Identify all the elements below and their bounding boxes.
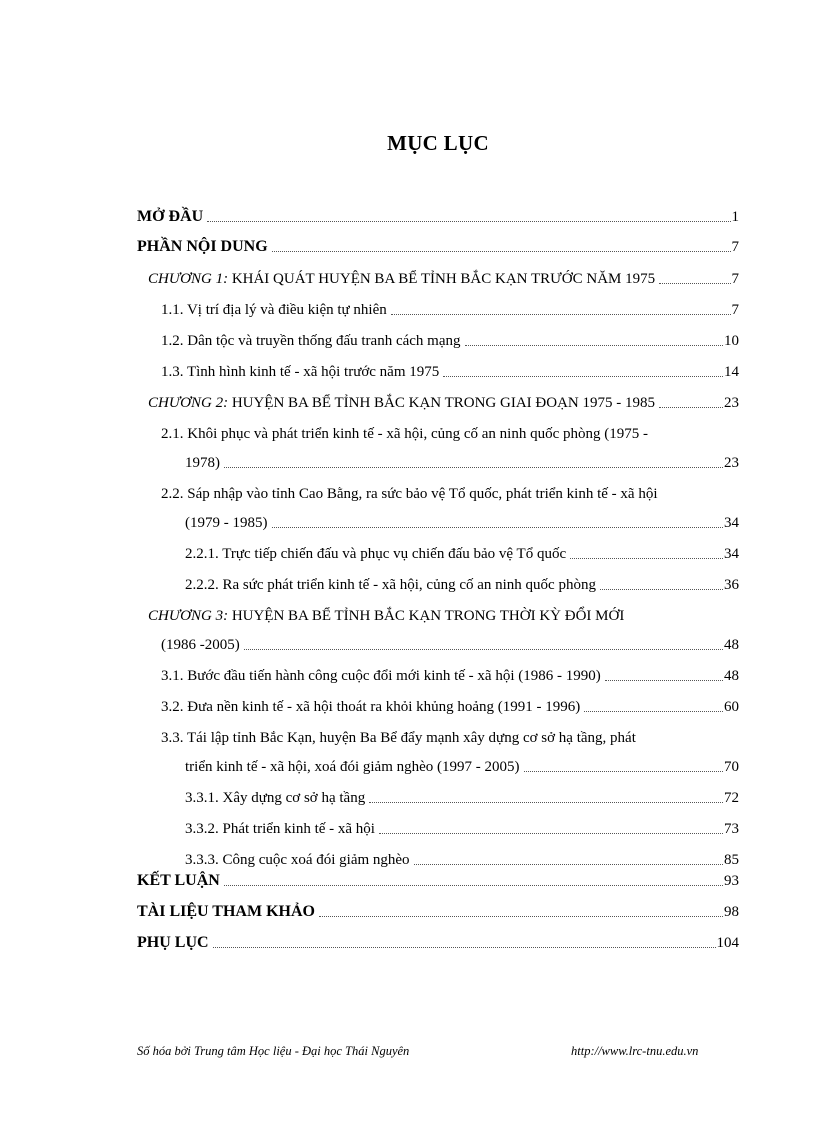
toc-page-number: 7 xyxy=(731,239,739,255)
toc-page-number: 60 xyxy=(724,699,739,715)
dot-leader xyxy=(207,221,730,222)
dot-leader xyxy=(659,407,723,408)
dot-leader xyxy=(224,467,723,468)
toc-entry-text: 3.2. Đưa nền kinh tế - xã hội thoát ra khỏi khủng hoảng (1991 - 1996) xyxy=(161,699,581,715)
toc-entry-title xyxy=(161,332,461,350)
toc-entry-text: (1986 -2005) xyxy=(161,637,240,653)
toc-page-number: 73 xyxy=(724,821,739,837)
toc-entry[interactable] xyxy=(161,663,739,685)
toc-page-number: 7 xyxy=(731,271,739,287)
toc-entry[interactable] xyxy=(148,266,739,288)
toc-entry[interactable] xyxy=(185,816,739,838)
dot-leader xyxy=(272,527,724,528)
toc-entry[interactable] xyxy=(185,450,739,472)
dot-leader xyxy=(272,251,731,252)
toc-entry-title xyxy=(161,301,387,319)
toc-entry-title xyxy=(185,758,520,776)
toc-entry-title xyxy=(161,729,636,747)
toc-entry-text: 1978) xyxy=(185,455,220,471)
toc-entry-title xyxy=(161,425,648,443)
dot-leader xyxy=(379,833,723,834)
toc-entry-title xyxy=(148,394,655,412)
toc-page-number: 104 xyxy=(716,935,739,951)
toc-entry-title xyxy=(185,514,268,532)
toc-entry-title xyxy=(161,363,439,381)
toc-entry[interactable] xyxy=(148,603,624,625)
chapter-label: CHƯƠNG 2: xyxy=(148,395,229,411)
toc-entry-title xyxy=(148,270,655,288)
dot-leader xyxy=(600,589,723,590)
toc-entry-text: 3.3.1. Xây dựng cơ sở hạ tầng xyxy=(185,790,366,806)
toc-page-number: 48 xyxy=(724,637,739,653)
toc-entry-title xyxy=(137,934,209,952)
toc-entry[interactable] xyxy=(161,297,739,319)
dot-leader xyxy=(391,314,731,315)
toc-page-number: 34 xyxy=(724,515,739,531)
toc-entry-title xyxy=(185,576,596,594)
toc-entry[interactable] xyxy=(161,359,739,381)
toc-entry-title xyxy=(137,238,268,256)
toc-entry-text: 3.1. Bước đầu tiến hành công cuộc đổi mới kinh tế - xã hội (1986 - 1990) xyxy=(161,668,601,684)
toc-entry[interactable] xyxy=(137,899,739,921)
toc-entry-title xyxy=(161,485,658,503)
toc-entry-text: 1.2. Dân tộc và truyền thống đấu tranh cách mạng xyxy=(161,333,461,349)
dot-leader xyxy=(244,649,723,650)
footer-right: http://www.lrc-tnu.edu.vn xyxy=(571,1044,699,1058)
toc-entry-title xyxy=(185,789,365,807)
toc-page-number: 98 xyxy=(724,904,739,920)
toc-entry-text: 3.3.3. Công cuộc xoá đói giảm nghèo xyxy=(185,852,410,868)
toc-page-number: 1 xyxy=(731,209,739,225)
toc-entry-text: HUYỆN BA BỂ TỈNH BẮC KẠN TRONG THỜI KỲ ĐỔI MỚI xyxy=(228,608,625,624)
toc-page-number: 70 xyxy=(724,759,739,775)
toc-entry-text: 3.3. Tái lập tỉnh Bắc Kạn, huyện Ba Bể đẩy mạnh xây dựng cơ sở hạ tầng, phát xyxy=(161,730,636,746)
toc-entry-text: 2.2.2. Ra sức phát triển kinh tế - xã hội, củng cố an ninh quốc phòng xyxy=(185,577,596,593)
toc-entry-text: MỞ ĐẦU xyxy=(137,208,204,225)
toc-entry-title xyxy=(148,607,624,625)
toc-entry-text: (1979 - 1985) xyxy=(185,515,268,531)
toc-entry[interactable] xyxy=(185,847,739,869)
toc-page-number: 93 xyxy=(724,873,739,889)
toc-entry-text: 2.2.1. Trực tiếp chiến đấu và phục vụ chiến đấu bảo vệ Tổ quốc xyxy=(185,546,567,562)
toc-entry-text: 3.3.2. Phát triển kinh tế - xã hội xyxy=(185,821,375,837)
page-title: MỤC LỤC xyxy=(387,131,489,155)
toc-entry[interactable] xyxy=(185,572,739,594)
dot-leader xyxy=(443,376,723,377)
toc-entry-title xyxy=(185,820,375,838)
toc-entry[interactable] xyxy=(148,390,739,412)
toc-entry-title xyxy=(137,903,315,921)
toc-entry-title xyxy=(185,454,220,472)
toc-entry-text: triển kinh tế - xã hội, xoá đói giảm nghèo (1997 - 2005) xyxy=(185,759,520,775)
toc-entry-text: 2.1. Khôi phục và phát triển kinh tế - xã hội, củng cố an ninh quốc phòng (1975 - xyxy=(161,426,648,442)
dot-leader xyxy=(570,558,723,559)
toc-entry[interactable] xyxy=(185,541,739,563)
toc-entry-title xyxy=(185,545,566,563)
toc-entry-text: 1.3. Tình hình kinh tế - xã hội trước năm 1975 xyxy=(161,364,440,380)
toc-entry[interactable] xyxy=(161,481,658,503)
dot-leader xyxy=(605,680,723,681)
toc-entry[interactable] xyxy=(161,694,739,716)
toc-page-number: 7 xyxy=(731,302,739,318)
toc-entry[interactable] xyxy=(137,930,739,952)
footer-left: Số hóa bởi Trung tâm Học liệu - Đại học Thái Nguyên xyxy=(137,1044,410,1058)
chapter-label: CHƯƠNG 1: xyxy=(148,271,229,287)
toc-entry-title xyxy=(137,872,220,890)
toc-page-number: 85 xyxy=(724,852,739,868)
toc-entry-text: 2.2. Sáp nhập vào tỉnh Cao Bằng, ra sức bảo vệ Tổ quốc, phát triển kinh tế - xã hội xyxy=(161,486,658,502)
toc-entry[interactable] xyxy=(161,328,739,350)
toc-entry-text: PHẦN NỘI DUNG xyxy=(137,238,268,255)
toc-entry-text: PHỤ LỤC xyxy=(137,934,209,951)
dot-leader xyxy=(659,283,730,284)
toc-entry[interactable] xyxy=(137,204,739,226)
toc-entry-text: KẾT LUẬN xyxy=(137,872,220,889)
toc-entry[interactable] xyxy=(185,510,739,532)
toc-entry-title xyxy=(185,851,410,869)
toc-entry[interactable] xyxy=(137,234,739,256)
dot-leader xyxy=(465,345,724,346)
toc-entry[interactable] xyxy=(161,632,739,654)
dot-leader xyxy=(224,885,723,886)
dot-leader xyxy=(369,802,723,803)
toc-entry[interactable] xyxy=(137,868,739,890)
toc-entry[interactable] xyxy=(161,421,648,443)
dot-leader xyxy=(319,916,723,917)
toc-entry-title xyxy=(161,636,240,654)
toc-page-number: 34 xyxy=(724,546,739,562)
toc-entry-text: HUYỆN BA BỂ TỈNH BẮC KẠN TRONG GIAI ĐOẠN 1975 - 1985 xyxy=(228,395,655,411)
toc-entry[interactable] xyxy=(185,754,739,776)
toc-page-number: 36 xyxy=(724,577,739,593)
toc-page-number: 48 xyxy=(724,668,739,684)
dot-leader xyxy=(213,947,716,948)
toc-entry[interactable] xyxy=(161,725,636,747)
toc-page-number: 23 xyxy=(724,455,739,471)
toc-entry-title xyxy=(137,208,203,226)
toc-entry-title xyxy=(161,667,601,685)
toc-entry-title xyxy=(161,698,580,716)
toc-page-number: 23 xyxy=(724,395,739,411)
chapter-label: CHƯƠNG 3: xyxy=(148,608,229,624)
toc-page-number: 10 xyxy=(724,333,739,349)
dot-leader xyxy=(584,711,723,712)
toc-entry-text: KHÁI QUÁT HUYỆN BA BỂ TỈNH BẮC KẠN TRƯỚC NĂM 1975 xyxy=(228,271,656,287)
toc-entry-text: 1.1. Vị trí địa lý và điều kiện tự nhiên xyxy=(161,302,387,318)
toc-entry-text: TÀI LIỆU THAM KHẢO xyxy=(137,903,315,920)
dot-leader xyxy=(524,771,723,772)
toc-page-number: 72 xyxy=(724,790,739,806)
toc-page-number: 14 xyxy=(724,364,739,380)
dot-leader xyxy=(414,864,723,865)
toc-entry[interactable] xyxy=(185,785,739,807)
